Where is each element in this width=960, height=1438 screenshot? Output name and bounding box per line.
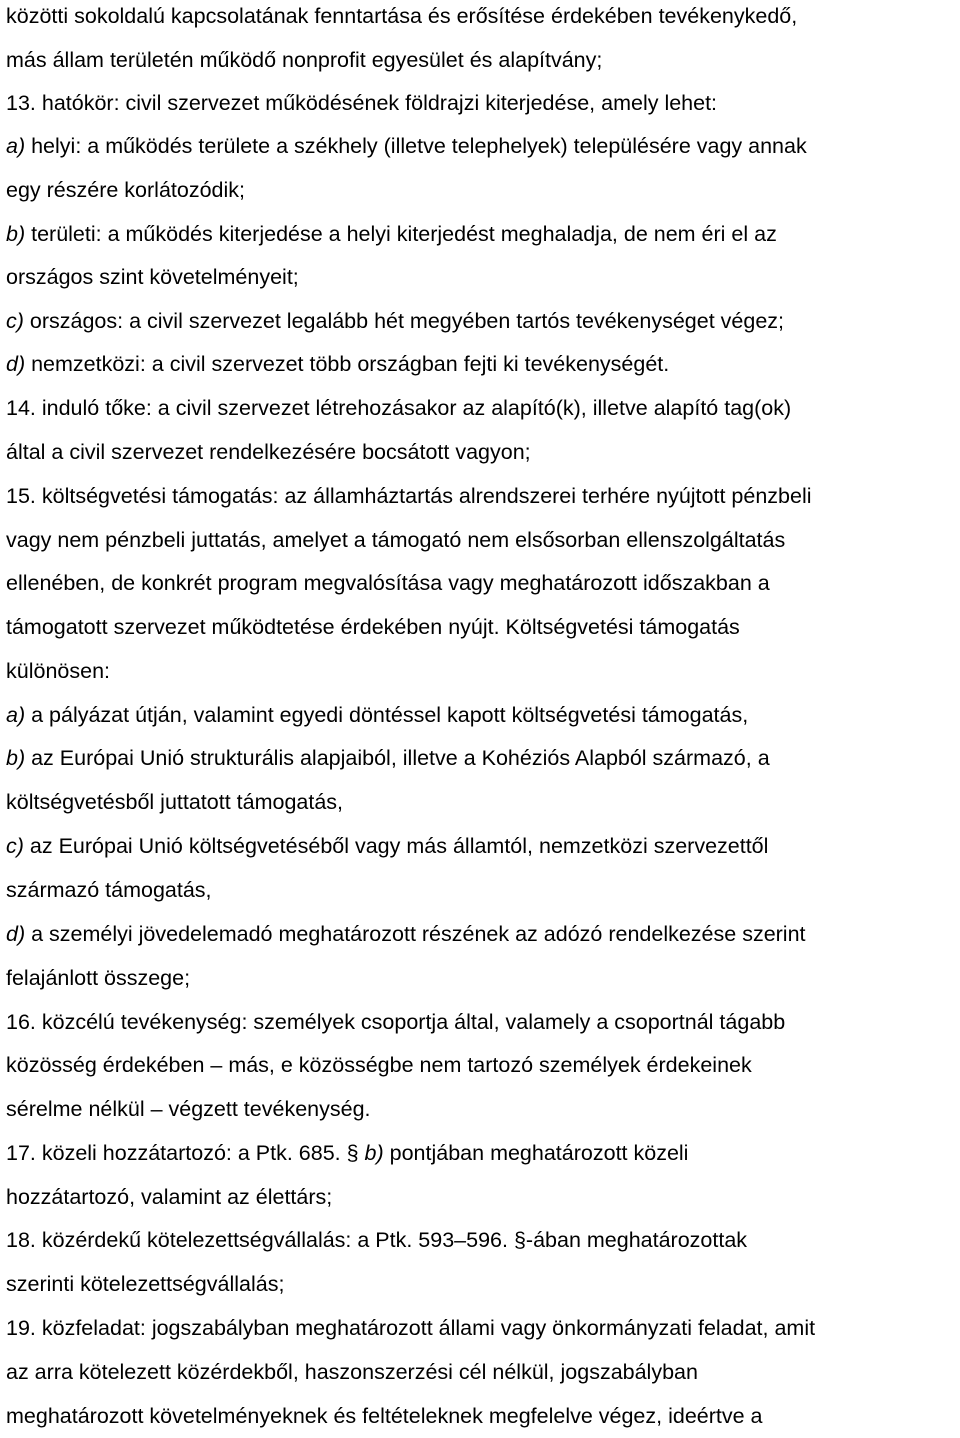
text-line <box>6 657 110 685</box>
line-text: a személyi jövedelemadó meghatározott részének az adózó rendelkezése szerint <box>25 922 806 946</box>
list-item <box>6 744 770 772</box>
line-text: az Európai Unió költségvetéséből vagy más államtól, nemzetközi szervezettől <box>23 834 769 858</box>
list-item <box>6 832 768 860</box>
line-text: országos: a civil szervezet legalább hét megyében tartós tevékenységet végez; <box>23 309 785 333</box>
list-marker: a) <box>6 134 26 158</box>
list-marker: d) <box>6 922 26 946</box>
line-text: egy részére korlátozódik; <box>6 178 245 202</box>
list-marker: c) <box>6 834 24 858</box>
text-line <box>6 1139 688 1167</box>
text-line <box>6 1095 371 1123</box>
list-item <box>6 350 669 378</box>
line-text: ellenében, de konkrét program megvalósítása vagy meghatározott időszakban a <box>6 571 770 595</box>
text-line <box>6 788 343 816</box>
line-text: 18. közérdekű kötelezettségvállalás: a Ptk. 593–596. §-ában meghatározottak <box>6 1228 748 1252</box>
text-line <box>6 613 740 641</box>
text-line <box>6 1270 284 1298</box>
line-text: helyi: a működés területe a székhely (illetve telephelyek) településére vagy annak <box>25 134 807 158</box>
text-line <box>6 46 602 74</box>
line-text: költségvetésből juttatott támogatás, <box>6 790 344 814</box>
line-text: szerinti kötelezettségvállalás; <box>6 1272 285 1296</box>
text-line <box>6 1402 763 1430</box>
line-text: más állam területén működő nonprofit egyesület és alapítvány; <box>6 48 603 72</box>
line-text: támogatott szervezet működtetése érdekében nyújt. Költségvetési támogatás <box>6 615 740 639</box>
text-line <box>6 89 717 117</box>
line-text: 15. költségvetési támogatás: az államháztartás alrendszerei terhére nyújtott pénzbeli <box>6 484 812 508</box>
line-text: által a civil szervezet rendelkezésére bocsátott vagyon; <box>6 440 531 464</box>
text-line <box>6 1008 785 1036</box>
list-item <box>6 920 806 948</box>
line-text: származó támogatás, <box>6 878 212 902</box>
line-text: 17. közeli hozzátartozó: a Ptk. 685. § <box>6 1141 365 1165</box>
line-text: országos szint követelményeit; <box>6 265 299 289</box>
text-line <box>6 263 299 291</box>
line-text: 13. hatókör: civil szervezet működésének földrajzi kiterjedése, amely lehet: <box>6 91 718 115</box>
text-line <box>6 569 770 597</box>
line-text: 14. induló tőke: a civil szervezet létrehozásakor az alapító(k), illetve alapító tag(ok) <box>6 396 792 420</box>
line-text: felajánlott összege; <box>6 966 191 990</box>
text-line <box>6 964 190 992</box>
line-text: az arra kötelezett közérdekből, haszonszerzési cél nélkül, jogszabályban <box>6 1360 698 1384</box>
text-line <box>6 1314 815 1342</box>
text-line <box>6 876 212 904</box>
line-text: sérelme nélkül – végzett tevékenység. <box>6 1097 371 1121</box>
line-text: 16. közcélú tevékenység: személyek csoportja által, valamely a csoportnál tágabb <box>6 1010 786 1034</box>
list-marker: c) <box>6 309 24 333</box>
list-item <box>6 132 807 160</box>
text-line <box>6 394 791 422</box>
line-text: közötti sokoldalú kapcsolatának fenntartása és erősítése érdekében tevékenykedő, <box>6 4 798 28</box>
line-text: hozzátartozó, valamint az élettárs; <box>6 1185 333 1209</box>
text-line <box>6 482 812 510</box>
line-text: vagy nem pénzbeli juttatás, amelyet a támogató nem elsősorban ellenszolgáltatás <box>6 528 786 552</box>
line-text: területi: a működés kiterjedése a helyi kiterjedést meghaladja, de nem éri el az <box>25 222 777 246</box>
text-line <box>6 2 797 30</box>
line-text: 19. közfeladat: jogszabályban meghatározott állami vagy önkormányzati feladat, amit <box>6 1316 816 1340</box>
line-text: az Európai Unió strukturális alapjaiból, illetve a Kohéziós Alapból származó, a <box>25 746 770 770</box>
text-line <box>6 1226 747 1254</box>
line-text: nemzetközi: a civil szervezet több országban fejti ki tevékenységét. <box>25 352 670 376</box>
list-item <box>6 701 748 729</box>
list-marker: d) <box>6 352 26 376</box>
text-line <box>6 438 531 466</box>
line-text: a pályázat útján, valamint egyedi döntéssel kapott költségvetési támogatás, <box>25 703 749 727</box>
text-line <box>6 1051 752 1079</box>
text-line <box>6 176 245 204</box>
list-marker: a) <box>6 703 26 727</box>
text-line <box>6 1183 332 1211</box>
list-marker: b) <box>6 746 26 770</box>
list-item <box>6 307 784 335</box>
line-text: különösen: <box>6 659 110 683</box>
list-marker: b) <box>364 1141 384 1165</box>
line-text: pontjában meghatározott közeli <box>383 1141 689 1165</box>
list-item <box>6 220 777 248</box>
line-text: meghatározott követelményeknek és feltételeknek megfelelve végez, ideértve a <box>6 1404 763 1428</box>
line-text: közösség érdekében – más, e közösségbe nem tartozó személyek érdekeinek <box>6 1053 752 1077</box>
list-marker: b) <box>6 222 26 246</box>
text-line <box>6 1358 698 1386</box>
text-line <box>6 526 785 554</box>
